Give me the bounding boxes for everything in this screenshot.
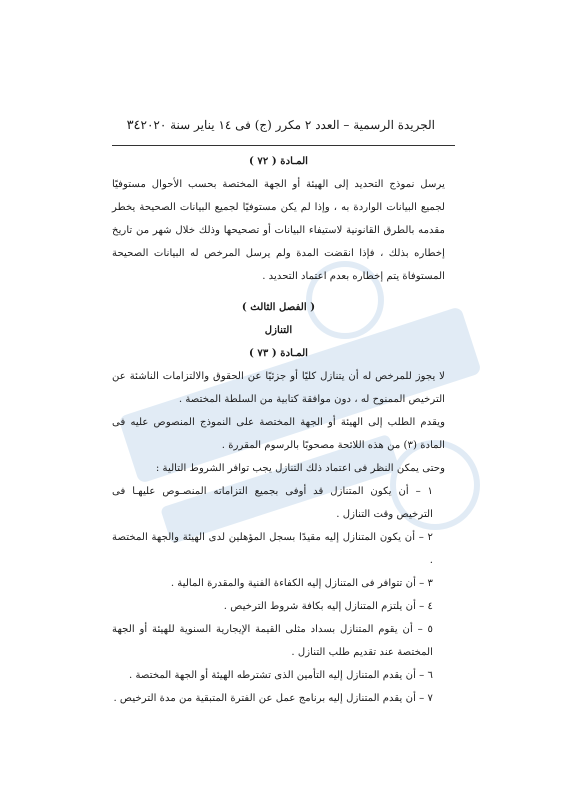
article-73-paragraph-1: لا يجوز للمرخص له أن يتنازل كليًا أو جزئيًا عن الحقوق والالتزامات الناشئة عن الترخيص الممنوح له ، دون موافقة كتابية من السلطة المختصة .	[112, 371, 445, 405]
page-number: ٣٤	[126, 118, 141, 133]
chapter-title: التنازل	[264, 324, 293, 336]
page-header	[126, 118, 435, 133]
article-72-paragraph: يرسل نموذج التحديد إلى الهيئة أو الجهة المختصة بحسب الأحوال مستوفيًا لجميع البيانات الواردة به ، وإذا لم يكن مستوفيًا لجميع البيانات الصحيحة يخطر مقدمه بالطرق القانونية لاستيفاء البيانات أو تصحيحها وذلك خلال شهر من تاريخ إخطاره بذلك ، فإذا انقضت المدة ولم يرسل المرخص له البيانات الصحيحة المستوفاة يتم إخطاره بعدم اعتماد التحديد .	[112, 179, 445, 282]
article-73-heading: المـادة ( ٧٣ )	[248, 347, 309, 359]
article-72-heading: المـادة ( ٧٢ )	[248, 155, 309, 167]
article-73-paragraph-3: وحتى يمكن النظر فى اعتماد ذلك التنازل يجب توافر الشروط التالية :	[155, 463, 445, 474]
condition-item: ٧ – أن يقدم المتنازل إليه برنامج عمل عن الفترة المتبقية من مدة الترخيص .	[113, 693, 433, 704]
condition-item: ٣ – أن تتوافر فى المتنازل إليه الكفاءة الفنية والمقدرة المالية .	[170, 578, 433, 589]
condition-item: ٤ – أن يلتزم المتنازل إليه بكافة شروط الترخيص .	[223, 601, 433, 612]
chapter-heading: ( الفصل الثالث )	[241, 301, 316, 313]
condition-item: ٢ – أن يكون المتنازل إليه مقيدًا بسجل المؤهلين لدى الهيئة والجهة المختصة .	[112, 532, 433, 566]
condition-item: ٦ – أن يقدم المتنازل إليه التأمين الذى تشترطه الهيئة أو الجهة المختصة .	[128, 670, 433, 681]
article-73-paragraph-2: ويقدم الطلب إلى الهيئة أو الجهة المختصة على النموذج المنصوص عليه فى المادة (٣) من هذه اللائحة مصحوبًا بالرسوم المقررة .	[112, 417, 445, 451]
document-body	[112, 150, 445, 710]
header-title: الجريدة الرسمية – العدد ٢ مكرر (ج) فى ١٤ يناير سنة ٢٠٢٠	[140, 118, 435, 132]
condition-item: ٥ – أن يقوم المتنازل بسداد مثلى القيمة الإيجارية السنوية للهيئة أو الجهة المختصة عند تقديم طلب التنازل .	[112, 624, 433, 658]
condition-item: ١ – أن يكون المتنازل قد أوفى بجميع التزاماته المنصـوص عليهـا فى الترخيص وقت التنازل .	[112, 486, 433, 520]
header-rule	[112, 145, 455, 146]
